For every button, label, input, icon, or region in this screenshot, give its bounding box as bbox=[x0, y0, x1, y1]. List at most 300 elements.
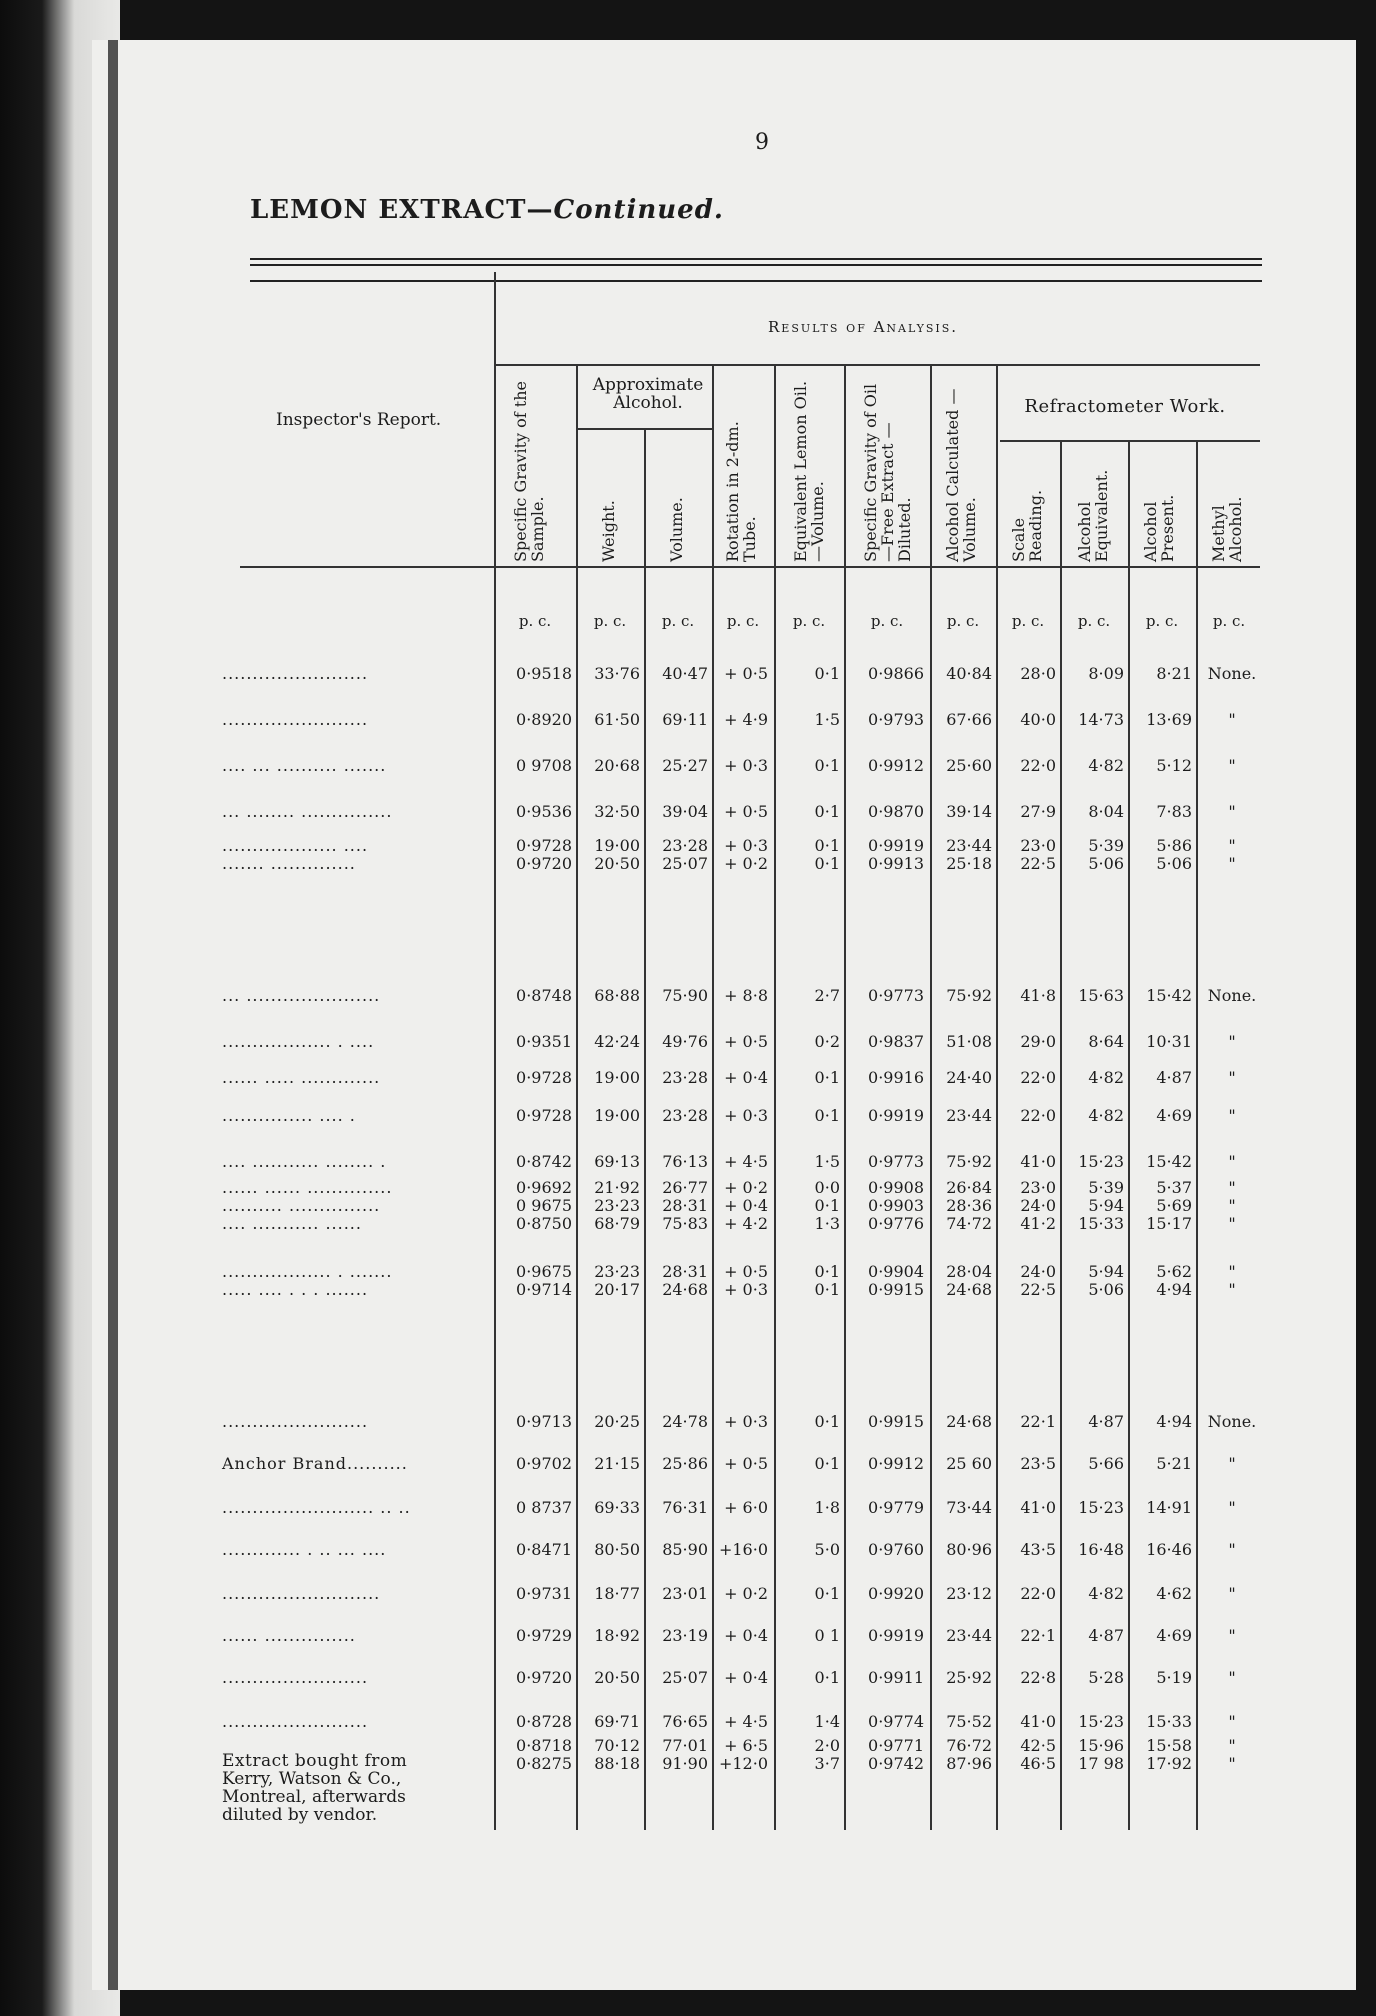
table-row bbox=[0, 986, 1376, 1008]
cell-sg: 0·9720 bbox=[516, 1668, 572, 1687]
cell-sgo: 0·9919 bbox=[868, 1106, 924, 1125]
inspector-report-cell: .................. . .... bbox=[222, 1032, 375, 1051]
cell-m: None. bbox=[1207, 986, 1257, 1005]
cell-ae: 5·39 bbox=[1088, 836, 1124, 855]
cell-oil: 3·7 bbox=[814, 1754, 840, 1773]
cell-v: 23·28 bbox=[662, 1068, 708, 1087]
cell-w: 70·12 bbox=[594, 1736, 640, 1755]
cell-sr: 24·0 bbox=[1020, 1262, 1056, 1281]
table-row bbox=[0, 802, 1376, 824]
cell-sr: 29·0 bbox=[1020, 1032, 1056, 1051]
cell-oil: 1·4 bbox=[814, 1712, 840, 1731]
cell-m: " bbox=[1228, 1712, 1236, 1731]
cell-sr: 22·0 bbox=[1020, 756, 1056, 775]
cell-v: 23·28 bbox=[662, 1106, 708, 1125]
cell-oil: 2·0 bbox=[814, 1736, 840, 1755]
cell-sr: 40·0 bbox=[1020, 710, 1056, 729]
cell-oil: 0·1 bbox=[814, 1280, 840, 1299]
cell-m: " bbox=[1228, 1280, 1236, 1299]
cell-ap: 16·46 bbox=[1146, 1540, 1192, 1559]
cell-sg: 0·9714 bbox=[516, 1280, 572, 1299]
cell-sgo: 0·9919 bbox=[868, 1626, 924, 1645]
cell-v: 25·27 bbox=[662, 756, 708, 775]
table-row bbox=[0, 1498, 1376, 1520]
cell-w: 69·33 bbox=[594, 1498, 640, 1517]
cell-sg: 0 9708 bbox=[516, 756, 572, 775]
cell-m: " bbox=[1228, 1262, 1236, 1281]
cell-sg: 0·8920 bbox=[516, 710, 572, 729]
page-number: 9 bbox=[755, 130, 769, 155]
cell-v: 40·47 bbox=[662, 664, 708, 683]
cell-ac: 23·44 bbox=[946, 1626, 992, 1645]
header-rule-refract bbox=[1000, 440, 1260, 442]
cell-sr: 27·9 bbox=[1020, 802, 1056, 821]
col-head-specific-gravity: Specific Gravity of the Sample. bbox=[511, 381, 547, 562]
cell-rot: + 6·5 bbox=[724, 1736, 768, 1755]
cell-sgo: 0·9916 bbox=[868, 1068, 924, 1087]
cell-sr: 24·0 bbox=[1020, 1196, 1056, 1215]
inspector-report-cell: ... ........ ............... bbox=[222, 802, 393, 821]
cell-v: 76·65 bbox=[662, 1712, 708, 1731]
cell-ac: 74·72 bbox=[946, 1214, 992, 1233]
cell-ap: 5·86 bbox=[1156, 836, 1192, 855]
cell-oil: 0·1 bbox=[814, 1412, 840, 1431]
cell-sr: 22·0 bbox=[1020, 1068, 1056, 1087]
table-row bbox=[0, 1712, 1376, 1734]
cell-ae: 5·94 bbox=[1088, 1262, 1124, 1281]
cell-sr: 23·0 bbox=[1020, 836, 1056, 855]
col-head-methyl-alcohol: Methyl Alcohol. bbox=[1209, 496, 1245, 562]
cell-m: " bbox=[1228, 854, 1236, 873]
cell-w: 20·50 bbox=[594, 1668, 640, 1687]
cell-ap: 5·19 bbox=[1156, 1668, 1192, 1687]
table-row bbox=[0, 664, 1376, 686]
cell-ae: 4·82 bbox=[1088, 1068, 1124, 1087]
col-head-scale-reading: Scale Reading. bbox=[1009, 489, 1045, 562]
cell-m: " bbox=[1228, 1754, 1236, 1773]
cell-oil: 1·5 bbox=[814, 710, 840, 729]
cell-sgo: 0·9908 bbox=[868, 1178, 924, 1197]
cell-oil: 0·1 bbox=[814, 802, 840, 821]
page-title: LEMON EXTRACT—Continued. bbox=[250, 195, 724, 225]
cell-v: 39·04 bbox=[662, 802, 708, 821]
cell-ae: 15·23 bbox=[1078, 1152, 1124, 1171]
cell-sgo: 0·9915 bbox=[868, 1412, 924, 1431]
cell-ae: 14·73 bbox=[1078, 710, 1124, 729]
cell-w: 19·00 bbox=[594, 1068, 640, 1087]
cell-sr: 41·0 bbox=[1020, 1498, 1056, 1517]
cell-m: " bbox=[1228, 1540, 1236, 1559]
table-row bbox=[0, 854, 1376, 876]
cell-oil: 0·1 bbox=[814, 1196, 840, 1215]
col-head-volume: Volume. bbox=[667, 497, 686, 562]
unit-label: p. c. bbox=[870, 612, 904, 630]
cell-oil: 0·1 bbox=[814, 1454, 840, 1473]
cell-ap: 5·37 bbox=[1156, 1178, 1192, 1197]
title-rule-1 bbox=[250, 258, 1262, 260]
cell-oil: 0·1 bbox=[814, 854, 840, 873]
cell-ae: 4·87 bbox=[1088, 1412, 1124, 1431]
cell-oil: 0·1 bbox=[814, 1106, 840, 1125]
cell-rot: + 0·2 bbox=[724, 854, 768, 873]
cell-w: 20·68 bbox=[594, 756, 640, 775]
cell-rot: + 6·0 bbox=[724, 1498, 768, 1517]
cell-rot: + 0·4 bbox=[724, 1196, 768, 1215]
cell-v: 75·90 bbox=[662, 986, 708, 1005]
cell-rot: +16·0 bbox=[718, 1540, 768, 1559]
cell-m: " bbox=[1228, 1736, 1236, 1755]
cell-sr: 23·0 bbox=[1020, 1178, 1056, 1197]
cell-rot: + 4·2 bbox=[724, 1214, 768, 1233]
cell-ap: 7·83 bbox=[1156, 802, 1192, 821]
cell-sgo: 0·9773 bbox=[868, 986, 924, 1005]
column-divider bbox=[1060, 440, 1062, 1830]
cell-ap: 15·33 bbox=[1146, 1712, 1192, 1731]
cell-sgo: 0·9776 bbox=[868, 1214, 924, 1233]
cell-m: " bbox=[1228, 1106, 1236, 1125]
cell-v: 25·07 bbox=[662, 1668, 708, 1687]
cell-oil: 0·1 bbox=[814, 1262, 840, 1281]
cell-sg: 0·8748 bbox=[516, 986, 572, 1005]
cell-sg: 0·9731 bbox=[516, 1584, 572, 1603]
cell-ae: 4·82 bbox=[1088, 1584, 1124, 1603]
column-divider bbox=[1196, 440, 1198, 1830]
cell-ac: 25·18 bbox=[946, 854, 992, 873]
cell-sg: 0·9713 bbox=[516, 1412, 572, 1431]
inspector-report-cell: ........................ bbox=[222, 1412, 369, 1431]
inspector-report-cell: ........................ bbox=[222, 1668, 369, 1687]
cell-ac: 28·04 bbox=[946, 1262, 992, 1281]
cell-ac: 75·92 bbox=[946, 986, 992, 1005]
unit-label: p. c. bbox=[1011, 612, 1045, 630]
cell-ac: 24·68 bbox=[946, 1412, 992, 1431]
cell-oil: 1·3 bbox=[814, 1214, 840, 1233]
cell-ac: 40·84 bbox=[946, 664, 992, 683]
cell-sgo: 0·9915 bbox=[868, 1280, 924, 1299]
cell-v: 75·83 bbox=[662, 1214, 708, 1233]
cell-sgo: 0·9774 bbox=[868, 1712, 924, 1731]
footnote-line: diluted by vendor. bbox=[222, 1805, 378, 1825]
cell-ac: 24·40 bbox=[946, 1068, 992, 1087]
unit-label: p. c. bbox=[1212, 612, 1246, 630]
cell-rot: + 0·3 bbox=[724, 836, 768, 855]
col-head-alcohol-present: Alcohol Present. bbox=[1141, 494, 1177, 562]
unit-label: p. c. bbox=[726, 612, 760, 630]
cell-ac: 23·12 bbox=[946, 1584, 992, 1603]
cell-sr: 22·0 bbox=[1020, 1584, 1056, 1603]
cell-sg: 0·9518 bbox=[516, 664, 572, 683]
cell-rot: + 4·5 bbox=[724, 1152, 768, 1171]
cell-w: 19·00 bbox=[594, 1106, 640, 1125]
cell-sg: 0 9675 bbox=[516, 1196, 572, 1215]
cell-sgo: 0·9912 bbox=[868, 756, 924, 775]
cell-rot: + 0·3 bbox=[724, 1280, 768, 1299]
table-row bbox=[0, 1152, 1376, 1174]
col-head-lemon-oil: Equivalent Lemon Oil.—Volume. bbox=[791, 380, 827, 562]
cell-ap: 4·62 bbox=[1156, 1584, 1192, 1603]
cell-ap: 15·42 bbox=[1146, 986, 1192, 1005]
approximate-alcohol-heading: Approximate Alcohol. bbox=[592, 375, 704, 413]
cell-sgo: 0·9912 bbox=[868, 1454, 924, 1473]
cell-oil: 0·1 bbox=[814, 1668, 840, 1687]
footnote-line: Kerry, Watson & Co., bbox=[222, 1769, 402, 1789]
inspector-report-cell: ........................ bbox=[222, 710, 369, 729]
cell-rot: + 0·5 bbox=[724, 664, 768, 683]
header-rule-bottom bbox=[240, 566, 1260, 568]
footnote-line: Extract bought from bbox=[222, 1751, 408, 1771]
cell-ac: 25·60 bbox=[946, 756, 992, 775]
cell-sr: 22·0 bbox=[1020, 1106, 1056, 1125]
table-row bbox=[0, 1626, 1376, 1648]
cell-sr: 22·8 bbox=[1020, 1668, 1056, 1687]
inspector-report-cell: .......................... bbox=[222, 1584, 381, 1603]
cell-ac: 75·92 bbox=[946, 1152, 992, 1171]
cell-w: 21·15 bbox=[594, 1454, 640, 1473]
cell-v: 69·11 bbox=[662, 710, 708, 729]
cell-v: 25·86 bbox=[662, 1454, 708, 1473]
cell-ae: 5·28 bbox=[1088, 1668, 1124, 1687]
cell-ae: 5·06 bbox=[1088, 854, 1124, 873]
cell-rot: + 8·8 bbox=[724, 986, 768, 1005]
cell-v: 49·76 bbox=[662, 1032, 708, 1051]
cell-oil: 0·1 bbox=[814, 756, 840, 775]
cell-v: 24·68 bbox=[662, 1280, 708, 1299]
cell-m: " bbox=[1228, 1032, 1236, 1051]
cell-sg: 0·8471 bbox=[516, 1540, 572, 1559]
cell-ae: 5·06 bbox=[1088, 1280, 1124, 1299]
cell-sgo: 0·9920 bbox=[868, 1584, 924, 1603]
cell-rot: + 4·5 bbox=[724, 1712, 768, 1731]
cell-v: 91·90 bbox=[662, 1754, 708, 1773]
cell-sgo: 0·9773 bbox=[868, 1152, 924, 1171]
cell-w: 18·77 bbox=[594, 1584, 640, 1603]
results-of-analysis-heading: Results of Analysis. bbox=[768, 318, 959, 336]
cell-sg: 0·9692 bbox=[516, 1178, 572, 1197]
cell-w: 23·23 bbox=[594, 1262, 640, 1281]
cell-m: " bbox=[1228, 756, 1236, 775]
column-divider bbox=[712, 364, 714, 1830]
cell-sr: 46·5 bbox=[1020, 1754, 1056, 1773]
cell-ac: 51·08 bbox=[946, 1032, 992, 1051]
cell-ac: 24·68 bbox=[946, 1280, 992, 1299]
cell-w: 88·18 bbox=[594, 1754, 640, 1773]
header-rule-results bbox=[496, 364, 1260, 366]
cell-oil: 0·0 bbox=[814, 1178, 840, 1197]
cell-ac: 75·52 bbox=[946, 1712, 992, 1731]
refractometer-work-heading: Refractometer Work. bbox=[1024, 396, 1226, 417]
cell-v: 77·01 bbox=[662, 1736, 708, 1755]
cell-rot: + 0·4 bbox=[724, 1626, 768, 1645]
cell-ap: 4·69 bbox=[1156, 1626, 1192, 1645]
cell-ae: 15·33 bbox=[1078, 1214, 1124, 1233]
cell-sg: 0·8718 bbox=[516, 1736, 572, 1755]
cell-sr: 43·5 bbox=[1020, 1540, 1056, 1559]
cell-ac: 73·44 bbox=[946, 1498, 992, 1517]
cell-m: " bbox=[1228, 1454, 1236, 1473]
cell-sgo: 0·9911 bbox=[868, 1668, 924, 1687]
cell-v: 23·19 bbox=[662, 1626, 708, 1645]
cell-w: 23·23 bbox=[594, 1196, 640, 1215]
table-row bbox=[0, 1412, 1376, 1434]
cell-ap: 5·06 bbox=[1156, 854, 1192, 873]
inspector-report-cell: ....... .............. bbox=[222, 854, 356, 873]
cell-oil: 0·1 bbox=[814, 664, 840, 683]
cell-ae: 4·87 bbox=[1088, 1626, 1124, 1645]
cell-rot: +12·0 bbox=[718, 1754, 768, 1773]
cell-sg: 0·9729 bbox=[516, 1626, 572, 1645]
cell-ap: 4·94 bbox=[1156, 1280, 1192, 1299]
cell-ac: 28·36 bbox=[946, 1196, 992, 1215]
cell-sgo: 0·9919 bbox=[868, 836, 924, 855]
footnote-line: Montreal, afterwards bbox=[222, 1787, 406, 1807]
cell-ae: 16·48 bbox=[1078, 1540, 1124, 1559]
column-divider bbox=[644, 428, 646, 1830]
cell-rot: + 0·2 bbox=[724, 1178, 768, 1197]
cell-sr: 22·1 bbox=[1020, 1412, 1056, 1431]
column-divider bbox=[576, 364, 578, 1830]
cell-ap: 15·58 bbox=[1146, 1736, 1192, 1755]
cell-oil: 0·1 bbox=[814, 1068, 840, 1087]
inspector-report-cell: .... ........... ...... bbox=[222, 1214, 362, 1233]
cell-sgo: 0·9760 bbox=[868, 1540, 924, 1559]
cell-ae: 4·82 bbox=[1088, 1106, 1124, 1125]
cell-ac: 39·14 bbox=[946, 802, 992, 821]
cell-oil: 0·2 bbox=[814, 1032, 840, 1051]
cell-ap: 4·87 bbox=[1156, 1068, 1192, 1087]
cell-m: " bbox=[1228, 1068, 1236, 1087]
cell-w: 33·76 bbox=[594, 664, 640, 683]
cell-m: None. bbox=[1207, 1412, 1257, 1431]
cell-sgo: 0·9779 bbox=[868, 1498, 924, 1517]
cell-m: " bbox=[1228, 1626, 1236, 1645]
inspector-report-cell: ............. . .. ... .... bbox=[222, 1540, 387, 1559]
cell-w: 18·92 bbox=[594, 1626, 640, 1645]
inspector-report-cell: ......................... .. .. bbox=[222, 1498, 411, 1517]
cell-rot: + 0·4 bbox=[724, 1068, 768, 1087]
col-head-alcohol-calculated: Alcohol Calculated —Volume. bbox=[943, 388, 979, 562]
inspector-report-heading: Inspector's Report. bbox=[276, 410, 442, 430]
cell-w: 21·92 bbox=[594, 1178, 640, 1197]
col-head-weight: Weight. bbox=[599, 500, 618, 562]
inspector-report-cell: .................. . ....... bbox=[222, 1262, 393, 1281]
cell-ae: 5·94 bbox=[1088, 1196, 1124, 1215]
page bbox=[92, 40, 1356, 1990]
inspector-report-cell: .... ... .......... ....... bbox=[222, 756, 387, 775]
cell-ae: 8·64 bbox=[1088, 1032, 1124, 1051]
cell-v: 23·01 bbox=[662, 1584, 708, 1603]
cell-m: " bbox=[1228, 1214, 1236, 1233]
cell-sr: 28·0 bbox=[1020, 664, 1056, 683]
cell-sg: 0·8728 bbox=[516, 1712, 572, 1731]
inspector-report-cell: .......... ............... bbox=[222, 1196, 381, 1215]
inspector-report-cell: ............... .... . bbox=[222, 1106, 356, 1125]
cell-ap: 5·12 bbox=[1156, 756, 1192, 775]
title-rule-3 bbox=[250, 280, 1262, 282]
cell-sgo: 0·9837 bbox=[868, 1032, 924, 1051]
cell-ac: 87·96 bbox=[946, 1754, 992, 1773]
column-divider bbox=[1128, 440, 1130, 1830]
cell-w: 20·25 bbox=[594, 1412, 640, 1431]
column-divider bbox=[774, 364, 776, 1830]
cell-m: " bbox=[1228, 1498, 1236, 1517]
cell-sgo: 0·9870 bbox=[868, 802, 924, 821]
cell-ap: 17·92 bbox=[1146, 1754, 1192, 1773]
cell-ap: 5·62 bbox=[1156, 1262, 1192, 1281]
cell-rot: + 0·3 bbox=[724, 1412, 768, 1431]
cell-ac: 80·96 bbox=[946, 1540, 992, 1559]
cell-oil: 0·1 bbox=[814, 1584, 840, 1603]
cell-w: 69·13 bbox=[594, 1152, 640, 1171]
inspector-report-cell: ..... .... . . . ....... bbox=[222, 1280, 369, 1299]
cell-m: " bbox=[1228, 1178, 1236, 1197]
cell-sr: 41·0 bbox=[1020, 1152, 1056, 1171]
cell-sr: 22·1 bbox=[1020, 1626, 1056, 1645]
cell-sgo: 0·9771 bbox=[868, 1736, 924, 1755]
cell-ae: 15·23 bbox=[1078, 1712, 1124, 1731]
column-divider bbox=[844, 364, 846, 1830]
cell-sg: 0·8742 bbox=[516, 1152, 572, 1171]
cell-ap: 10·31 bbox=[1146, 1032, 1192, 1051]
cell-ae: 15·63 bbox=[1078, 986, 1124, 1005]
table-row bbox=[0, 756, 1376, 778]
cell-oil: 5·0 bbox=[814, 1540, 840, 1559]
unit-label: p. c. bbox=[593, 612, 627, 630]
cell-sg: 0 8737 bbox=[516, 1498, 572, 1517]
title-rule-2 bbox=[250, 264, 1262, 266]
inspector-report-cell: ........................ bbox=[222, 1712, 369, 1731]
table-row bbox=[0, 1280, 1376, 1302]
cell-sg: 0·9728 bbox=[516, 836, 572, 855]
cell-oil: 1·5 bbox=[814, 1152, 840, 1171]
cell-ae: 4·82 bbox=[1088, 756, 1124, 775]
inspector-report-cell: ... ...................... bbox=[222, 986, 381, 1005]
cell-sr: 41·0 bbox=[1020, 1712, 1056, 1731]
cell-oil: 0 1 bbox=[814, 1626, 840, 1645]
cell-w: 61·50 bbox=[594, 710, 640, 729]
cell-sg: 0·8750 bbox=[516, 1214, 572, 1233]
cell-ac: 23·44 bbox=[946, 836, 992, 855]
cell-m: " bbox=[1228, 802, 1236, 821]
cell-ac: 26·84 bbox=[946, 1178, 992, 1197]
cell-ap: 5·69 bbox=[1156, 1196, 1192, 1215]
cell-sg: 0·9536 bbox=[516, 802, 572, 821]
cell-m: " bbox=[1228, 710, 1236, 729]
cell-m: " bbox=[1228, 836, 1236, 855]
cell-sg: 0·9702 bbox=[516, 1454, 572, 1473]
inspector-report-cell: ........................ bbox=[222, 664, 369, 683]
unit-label: p. c. bbox=[518, 612, 552, 630]
cell-oil: 2·7 bbox=[814, 986, 840, 1005]
cell-sgo: 0·9904 bbox=[868, 1262, 924, 1281]
cell-rot: + 0·4 bbox=[724, 1668, 768, 1687]
cell-sgo: 0·9793 bbox=[868, 710, 924, 729]
cell-m: " bbox=[1228, 1196, 1236, 1215]
cell-w: 19·00 bbox=[594, 836, 640, 855]
table-row bbox=[0, 1751, 1376, 1776]
cell-ae: 8·09 bbox=[1088, 664, 1124, 683]
table-row bbox=[0, 1106, 1376, 1128]
inspector-report-cell: Anchor Brand.......... bbox=[222, 1454, 408, 1473]
cell-m: " bbox=[1228, 1668, 1236, 1687]
column-divider bbox=[930, 364, 932, 1830]
cell-ac: 23·44 bbox=[946, 1106, 992, 1125]
table-row bbox=[0, 1454, 1376, 1476]
cell-ac: 76·72 bbox=[946, 1736, 992, 1755]
cell-rot: + 0·5 bbox=[724, 1262, 768, 1281]
cell-sgo: 0·9742 bbox=[868, 1754, 924, 1773]
cell-w: 69·71 bbox=[594, 1712, 640, 1731]
table-row bbox=[0, 1584, 1376, 1606]
